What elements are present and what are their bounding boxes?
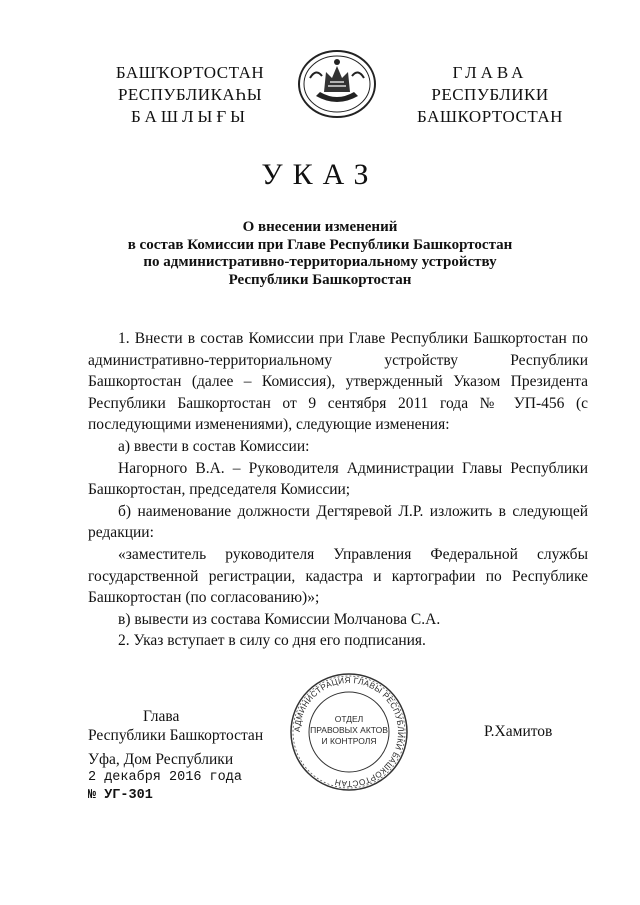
header-left-line2: РЕСПУБЛИКАҺЫ [117,85,263,104]
header-left-line1: БАШҠОРТОСТАН [115,63,265,82]
item-b: б) наименование должности Дегтяревой Л.Р. изложить в следующей редакции: [88,502,588,542]
header-right-line3: БАШКОРТОСТАН [417,107,563,126]
signatory-name: Р.Хамитов [484,723,553,740]
coat-of-arms-emblem [296,48,378,120]
stamp-center-line1: ОТДЕЛ [334,714,364,724]
official-stamp [287,670,411,794]
item-a: а) ввести в состав Комиссии: [118,437,310,455]
subject-line1: О внесении изменений [242,219,398,235]
document-title: УКАЗ [261,158,379,191]
paragraph-2: 2. Указ вступает в силу со дня его подписания. [118,632,426,650]
header-right [400,62,580,128]
signature-title-line2: Республики Башкортостан [88,727,264,744]
header-left-line3: БАШЛЫҒЫ [131,107,249,126]
header-left [90,62,290,128]
document-subject [80,219,560,289]
stamp-ring-text: АДМИНИСТРАЦИЯ ГЛАВЫ РЕСПУБЛИКИ БАШКОРТОСТАН [292,675,406,789]
subject-line2: в состав Комиссии при Главе Республики Башкортостан [127,236,513,253]
document-body [88,328,588,652]
document-number: № УГ-301 [88,788,153,803]
item-c: в) вывести из состава Комиссии Молчанова С.А. [118,610,441,628]
item-a-text: Нагорного В.А. – Руководителя Администрации Главы Республики Башкортостан, председателя Комиссии; [88,459,588,499]
document-date: 2 декабря 2016 года [88,770,242,785]
header-right-line2: РЕСПУБЛИКИ [431,85,549,104]
signature-title-line1: Глава [143,708,180,725]
paragraph-1: 1. Внести в состав Комиссии при Главе Республики Башкортостан по административно-территориальному устройству Республики Башкортостан (далее – Комиссия), утвержденный Указом Президента Республики Башкортостан от 9 сентября 2011 года № УП-456 (с последующими изменениями), следующие изменения: [88,330,588,434]
document-city: Уфа, Дом Республики [88,751,234,768]
stamp-center-line3: И КОНТРОЛЯ [321,736,377,746]
item-b-text: «заместитель руководителя Управления Федеральной службы государственной регистрации, кадастра и картографии по Республике Башкортостан (по согласованию)»; [88,545,588,607]
signature-title [88,707,268,745]
stamp-center-line2: ПРАВОВЫХ АКТОВ [310,725,388,735]
subject-line3: по административно-территориальному устройству [143,254,497,270]
header-right-line1: ГЛАВА [452,63,528,82]
document-place-block [88,751,242,805]
subject-line4: Республики Башкортостан [228,271,412,288]
